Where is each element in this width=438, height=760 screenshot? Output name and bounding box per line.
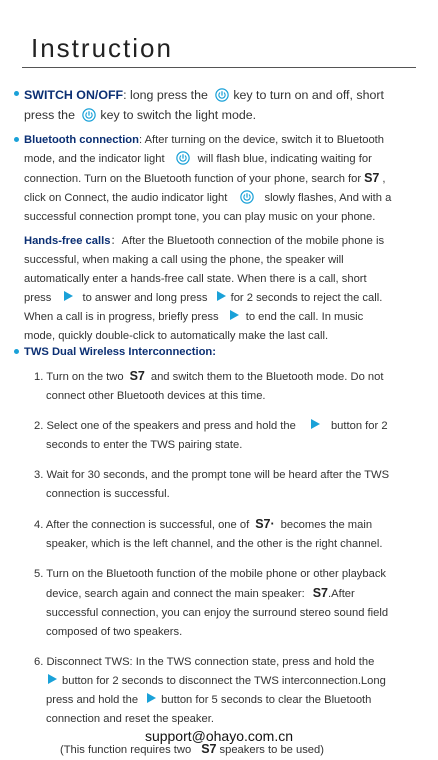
tws-step-1a: 1. Turn on the two [34, 371, 124, 383]
tws-step-2c: seconds to enter the TWS pairing state. [46, 439, 243, 451]
handsfree-line-5a: When a call is in progress, briefly press [24, 311, 219, 323]
tws-note-a: (This function requires two [60, 744, 192, 756]
bluetooth-line-2a: mode, and the indicator light [24, 153, 165, 165]
model-name: S7 [129, 369, 145, 383]
list-item [22, 565, 424, 642]
handsfree-lead: Hands-free calls [24, 235, 111, 247]
switch-section [24, 85, 424, 125]
handsfree-section [24, 232, 424, 346]
switch-lead: SWITCH ON/OFF [24, 88, 124, 102]
bluetooth-section [24, 131, 424, 227]
tws-step-5d: successful connection, you can enjoy the surround stereo sound field [46, 607, 389, 619]
bluetooth-lead: Bluetooth connection [24, 134, 139, 146]
bluetooth-line-4a: click on Connect, the audio indicator light [24, 192, 228, 204]
handsfree-line-5b: to end the call. In music [245, 311, 364, 323]
tws-step-6c: press and hold the [46, 694, 139, 706]
page-title: Instruction [31, 33, 173, 63]
power-icon [240, 190, 254, 204]
handsfree-line-4b: to answer and long press [82, 292, 208, 304]
model-name: S7 [364, 171, 380, 185]
bullet-dot [14, 91, 19, 96]
handsfree-line-4c: for 2 seconds to reject the call. [230, 292, 383, 304]
switch-text-2: key to turn on and off, short [233, 88, 384, 102]
tws-step-4c: speaker, which is the left channel, and the other is the right channel. [46, 538, 383, 550]
support-email: support@ohayo.com.cn [144, 728, 294, 744]
list-item [22, 466, 424, 504]
model-name: S7· [255, 517, 275, 531]
tws-step-3b: connection is successful. [46, 488, 170, 500]
tws-step-3a: 3. Wait for 30 seconds, and the prompt tone will be heard after the TWS [34, 469, 390, 481]
bluetooth-line-2b: will flash blue, indicating waiting for [197, 153, 372, 165]
play-icon [215, 290, 227, 302]
play-icon [145, 692, 157, 704]
list-item [22, 417, 424, 455]
switch-text-3: press the [24, 108, 75, 122]
play-icon [62, 290, 74, 302]
tws-step-5c: .After [328, 588, 355, 600]
tws-step-6e: connection and reset the speaker. [46, 713, 214, 725]
tws-steps [22, 367, 424, 729]
switch-text-1: : long press the [123, 88, 208, 102]
title-underline [22, 67, 416, 68]
tws-note-b: speakers to be used) [219, 744, 324, 756]
list-item [22, 515, 424, 554]
play-icon [309, 418, 321, 430]
tws-step-4b: becomes the main [280, 519, 373, 531]
tws-step-6a: 6. Disconnect TWS: In the TWS connection state, press and hold the [34, 656, 375, 668]
play-icon [228, 309, 240, 321]
bullet-dot [14, 349, 19, 354]
switch-text-4: key to switch the light mode. [100, 108, 257, 122]
bluetooth-line-3b: , [382, 173, 386, 185]
tws-step-2a: 2. Select one of the speakers and press and hold the [34, 420, 296, 432]
bluetooth-line-5: successful connection prompt tone, you can play music on your phone. [24, 211, 376, 223]
handsfree-line-2: successful, when making a call using the phone, the speaker will [24, 254, 344, 266]
handsfree-line-3: automatically enter a hands-free call state. When there is a call, short [24, 273, 367, 285]
tws-step-1b: and switch them to the Bluetooth mode. Do not [150, 371, 384, 383]
tws-step-6d: button for 5 seconds to clear the Bluetooth [161, 694, 372, 706]
model-name: S7 [201, 742, 217, 756]
bullet-dot [14, 137, 19, 142]
bluetooth-line-1: : After turning on the device, switch it to Bluetooth [138, 134, 385, 146]
tws-step-5e: composed of two speakers. [46, 626, 183, 638]
power-icon [176, 151, 190, 165]
model-name: S7 [312, 586, 329, 600]
handsfree-line-6: mode, quickly double-click to automatically make the last call. [24, 330, 329, 342]
tws-step-6b: button for 2 seconds to disconnect the TWS interconnection.Long [62, 675, 386, 687]
tws-step-4a: 4. After the connection is successful, one of [34, 519, 250, 531]
tws-step-2b: button for 2 [330, 420, 388, 432]
power-icon [215, 88, 229, 102]
tws-section [24, 343, 424, 760]
bluetooth-line-3a: connection. Turn on the Bluetooth function of your phone, search for [24, 173, 362, 185]
tws-step-1c: connect other Bluetooth devices at this time. [46, 390, 266, 402]
tws-step-5b: device, search again and connect the main speaker: [46, 588, 305, 600]
tws-lead: TWS Dual Wireless Interconnection: [24, 346, 216, 358]
handsfree-line-1: ：After the Bluetooth connection of the mobile phone is [110, 235, 385, 247]
list-item [22, 367, 424, 406]
handsfree-line-4a: press [24, 292, 52, 304]
list-item [22, 653, 424, 729]
tws-step-5a: 5. Turn on the Bluetooth function of the mobile phone or other playback [34, 568, 387, 580]
play-icon [46, 673, 58, 685]
power-icon [82, 108, 96, 122]
bluetooth-line-4b: slowly flashes, And with a [264, 192, 392, 204]
